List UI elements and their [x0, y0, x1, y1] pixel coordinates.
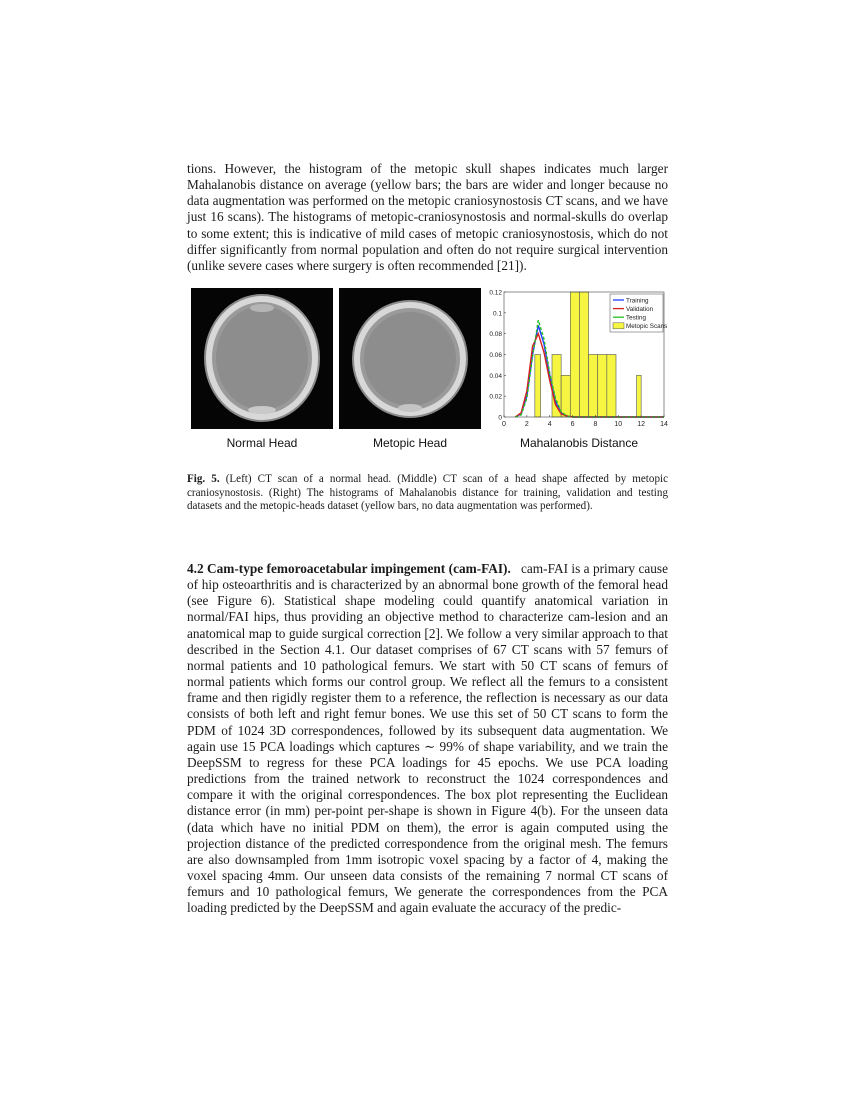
- metopic-bar-4: [579, 292, 588, 417]
- caption-label: Fig. 5.: [187, 473, 220, 485]
- ct-scan-normal-head: [191, 288, 333, 429]
- y-tick-label-3: 0.06: [489, 352, 502, 359]
- body-paragraph: tions. However, the histogram of the metopic skull shapes indicates much larger Mahalanobis distance on average (yellow bars; the bars are wider and longer because no data augmentation was performed on the metopic craniosynostosis CT scans, and we have just 16 scans). The histograms of metopic-craniosynostosis and normal-skulls do overlap to some extent; this is indicative of mild cases of metopic craniosynostosis, which do not differ significantly from normal population and often do not require surgical intervention (unlike severe cases where surgery is often recommended [21]).: [187, 161, 668, 273]
- metopic-bar-8: [637, 375, 642, 417]
- y-tick-label-0: 0: [498, 414, 502, 422]
- metopic-bar-7: [607, 355, 616, 418]
- metopic-bar-6: [598, 355, 607, 418]
- legend-swatch-3: [613, 323, 624, 329]
- metopic-bar-0: [535, 355, 541, 418]
- metopic-bar-3: [570, 292, 579, 417]
- x-tick-label-2: 4: [547, 421, 552, 428]
- caption-text: (Left) CT scan of a normal head. (Middle) CT scan of a head shape affected by metopic craniosynostosis. (Right) The histograms of Mahalanobis distance for training, validation and testing datasets and the metopic-heads dataset (yellow bars, no data augmentation was performed).: [187, 473, 668, 513]
- x-tick-label-0: 0: [502, 421, 506, 428]
- legend-label-1: Validation: [626, 305, 654, 313]
- x-tick-label-5: 10: [614, 421, 623, 428]
- y-tick-label-5: 0.1: [492, 310, 502, 318]
- x-tick-label-4: 8: [593, 421, 598, 428]
- y-tick-label-1: 0.02: [489, 393, 502, 401]
- section-heading: 4.2 Cam-type femoroacetabular impingement (cam-FAI).: [187, 561, 511, 576]
- x-tick-label-1: 2: [524, 421, 529, 428]
- metopic-bar-2: [561, 375, 570, 417]
- label-normal-head: Normal Head: [226, 436, 298, 450]
- x-tick-label-6: 12: [637, 421, 646, 428]
- legend-label-0: Training: [626, 297, 649, 305]
- legend-label-3: Metopic Scans: [626, 323, 668, 331]
- x-tick-label-3: 6: [570, 421, 575, 428]
- metopic-bar-5: [589, 355, 598, 418]
- mahalanobis-histogram: [482, 286, 672, 431]
- section-4-2: [187, 561, 668, 916]
- figure-5: [189, 286, 669, 456]
- label-mahalanobis-distance: Mahalanobis Distance: [519, 436, 639, 450]
- ct-scan-metopic-head: [339, 288, 481, 429]
- figure-caption: [187, 473, 668, 514]
- x-tick-label-7: 14: [660, 421, 668, 428]
- label-metopic-head: Metopic Head: [372, 436, 448, 450]
- y-tick-label-6: 0.12: [489, 289, 502, 297]
- section-body: cam-FAI is a primary cause of hip osteoarthritis and is characterized by an abnormal bone growth of the femoral head (see Figure 6). Statistical shape modeling could quantify anatomical variation in normal/FAI hips, thus providing an objective method to characterize cam-lesion and an anatomical map to guide surgical correction [2]. We follow a very similar approach to that described in the Section 4.1. Our dataset comprises of 67 CT scans with 57 femurs of normal patients and 10 pathological femurs. We start with 50 CT scans of femurs of normal patients which forms our control group. We reflect all the femurs to a consistent frame and then rigidly register them to a reference, the reflection is necessary as our data consists of both left and right femur bones. We use this set of 50 CT scans to form the PDM of 1024 3D correspondences, followed by its subsequent data augmentation. We again use 15 PCA loadings which captures ∼ 99% of shape variability, and we train the DeepSSM to regress for these PCA loadings for 45 epochs. We use PCA loading predictions from the trained network to reconstruct the 1024 correspondences and compare it with the original correspondences. The box plot representing the Euclidean distance error (in mm) per-point per-shape is shown in Figure 4(b). For the unseen data (data which have no initial PDM on them), the error is again computed using the projection distance of the predicted correspondence from the original mesh. The femurs are also downsampled from 1mm isotropic voxel spacing by a factor of 4, making the voxel spacing 4mm. Our unseen data consists of the remaining 7 normal CT scans of femurs and 10 pathological femurs, We generate the correspondences from the PCA loading predicted by the DeepSSM and again evaluate the accuracy of the predic-: [187, 561, 668, 916]
- y-tick-label-2: 0.04: [489, 372, 502, 380]
- y-tick-label-4: 0.08: [489, 331, 502, 339]
- legend-label-2: Testing: [626, 314, 646, 322]
